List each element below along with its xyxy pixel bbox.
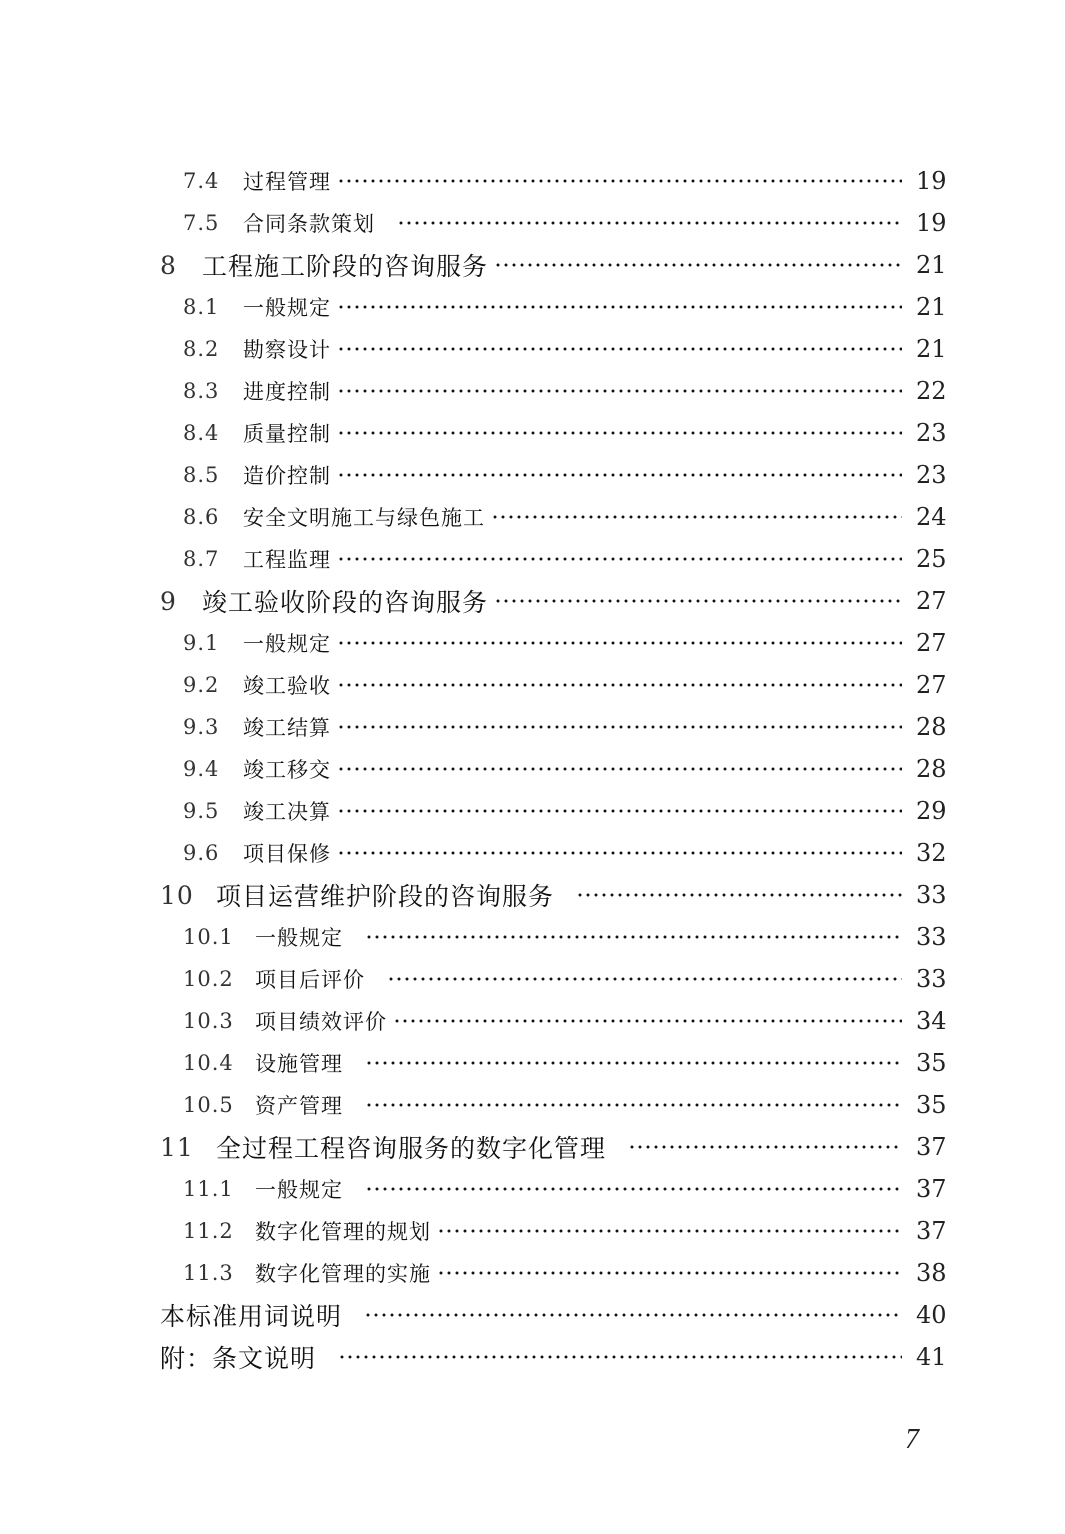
dot-leader: [337, 303, 902, 311]
toc-entry[interactable]: [0, 454, 1065, 496]
toc-entry[interactable]: [0, 1168, 1065, 1210]
dot-leader: [337, 723, 902, 731]
dot-leader: [397, 219, 902, 227]
page-ref: 27: [916, 629, 947, 657]
toc-chapter[interactable]: [0, 1126, 1065, 1168]
dot-leader: [337, 765, 902, 773]
section-title: 安全文明施工与绿色施工: [243, 506, 485, 530]
page-ref: 21: [916, 335, 947, 363]
dot-leader: [494, 261, 902, 269]
dot-leader: [437, 1269, 902, 1277]
page-ref: 22: [916, 377, 947, 405]
page-ref: 33: [916, 965, 947, 993]
page-ref: 21: [916, 251, 947, 279]
dot-leader: [491, 513, 902, 521]
chapter-title: 全过程工程咨询服务的数字化管理: [216, 1134, 607, 1163]
section-title: 一般规定: [255, 1178, 343, 1202]
section-title: 过程管理: [243, 170, 331, 194]
page-ref: 37: [916, 1133, 947, 1161]
page-ref: 23: [916, 461, 947, 489]
page-ref: 27: [916, 671, 947, 699]
chapter-number: 10: [160, 880, 194, 910]
page-ref: 40: [916, 1301, 947, 1329]
page-ref: 33: [916, 881, 947, 909]
toc-entry[interactable]: [0, 748, 1065, 790]
section-number: 7.4: [183, 169, 220, 193]
section-number: 10.3: [183, 1009, 234, 1033]
appendix-title: 附：条文说明: [160, 1344, 317, 1373]
toc-entry[interactable]: [0, 1252, 1065, 1294]
dot-leader: [337, 681, 902, 689]
section-number: 9.3: [183, 715, 220, 739]
dot-leader: [338, 1353, 902, 1361]
page-ref: 35: [916, 1091, 947, 1119]
page-ref: 28: [916, 713, 947, 741]
section-number: 8.1: [183, 295, 220, 319]
toc-chapter[interactable]: [0, 580, 1065, 622]
chapter-number: 11: [160, 1132, 194, 1162]
dot-leader: [364, 1311, 902, 1319]
section-number: 11.3: [183, 1261, 234, 1285]
section-number: 11.1: [183, 1177, 234, 1201]
page-ref: 37: [916, 1175, 947, 1203]
toc-entry[interactable]: [0, 538, 1065, 580]
dot-leader: [337, 429, 902, 437]
toc-entry[interactable]: [0, 916, 1065, 958]
dot-leader: [365, 933, 902, 941]
dot-leader: [337, 387, 902, 395]
toc-entry[interactable]: [0, 1210, 1065, 1252]
toc-chapter[interactable]: [0, 874, 1065, 916]
section-number: 9.5: [183, 799, 220, 823]
section-title: 合同条款策划: [243, 212, 375, 236]
section-number: 8.4: [183, 421, 220, 445]
section-title: 竣工决算: [243, 800, 331, 824]
section-number: 8.6: [183, 505, 220, 529]
toc-entry[interactable]: [0, 622, 1065, 664]
section-number: 11.2: [183, 1219, 234, 1243]
toc-appendix-entry[interactable]: [0, 1294, 1065, 1336]
page-ref: 29: [916, 797, 947, 825]
toc-entry[interactable]: [0, 832, 1065, 874]
toc-entry[interactable]: [0, 664, 1065, 706]
section-title: 进度控制: [243, 380, 331, 404]
section-number: 9.4: [183, 757, 220, 781]
section-title: 设施管理: [255, 1052, 343, 1076]
toc-entry[interactable]: [0, 1042, 1065, 1084]
toc-entry[interactable]: [0, 706, 1065, 748]
page-ref: 32: [916, 839, 947, 867]
page-ref: 25: [916, 545, 947, 573]
toc-chapter[interactable]: [0, 244, 1065, 286]
section-title: 造价控制: [243, 464, 331, 488]
toc-entry[interactable]: [0, 496, 1065, 538]
dot-leader: [628, 1143, 902, 1151]
page-ref: 34: [916, 1007, 947, 1035]
section-title: 数字化管理的实施: [255, 1262, 431, 1286]
page-ref: 24: [916, 503, 947, 531]
section-title: 一般规定: [243, 296, 331, 320]
section-number: 8.2: [183, 337, 220, 361]
section-title: 勘察设计: [243, 338, 331, 362]
section-title: 质量控制: [243, 422, 331, 446]
dot-leader: [337, 177, 902, 185]
section-title: 一般规定: [243, 632, 331, 656]
page-ref: 23: [916, 419, 947, 447]
section-number: 9.6: [183, 841, 220, 865]
toc-entry[interactable]: [0, 958, 1065, 1000]
section-number: 10.2: [183, 967, 234, 991]
section-number: 10.1: [183, 925, 234, 949]
dot-leader: [337, 471, 902, 479]
section-number: 8.3: [183, 379, 220, 403]
section-title: 项目保修: [243, 842, 331, 866]
chapter-number: 9: [160, 586, 177, 616]
dot-leader: [437, 1227, 902, 1235]
section-title: 项目后评价: [255, 968, 365, 992]
page-number: 7: [905, 1424, 919, 1455]
section-number: 9.1: [183, 631, 220, 655]
page-ref: 28: [916, 755, 947, 783]
section-number: 8.7: [183, 547, 220, 571]
page-ref: 19: [916, 209, 947, 237]
toc-entry[interactable]: [0, 790, 1065, 832]
dot-leader: [337, 807, 902, 815]
section-title: 工程监理: [243, 548, 331, 572]
section-title: 一般规定: [255, 926, 343, 950]
chapter-title: 工程施工阶段的咨询服务: [202, 252, 489, 281]
toc-entry[interactable]: [0, 412, 1065, 454]
section-title: 竣工移交: [243, 758, 331, 782]
page-ref: 35: [916, 1049, 947, 1077]
section-title: 资产管理: [255, 1094, 343, 1118]
section-title: 竣工验收: [243, 674, 331, 698]
page-ref: 19: [916, 167, 947, 195]
toc-entry[interactable]: [0, 202, 1065, 244]
table-of-contents: [0, 160, 1065, 1378]
toc-entry[interactable]: [0, 160, 1065, 202]
toc-entry[interactable]: [0, 328, 1065, 370]
dot-leader: [337, 555, 902, 563]
page-ref: 21: [916, 293, 947, 321]
toc-entry[interactable]: [0, 1084, 1065, 1126]
section-number: 10.4: [183, 1051, 234, 1075]
dot-leader: [494, 597, 902, 605]
section-title: 数字化管理的规划: [255, 1220, 431, 1244]
chapter-title: 竣工验收阶段的咨询服务: [202, 588, 489, 617]
section-number: 9.2: [183, 673, 220, 697]
dot-leader: [337, 849, 902, 857]
toc-entry[interactable]: [0, 286, 1065, 328]
dot-leader: [387, 975, 902, 983]
dot-leader: [337, 345, 902, 353]
toc-entry[interactable]: [0, 370, 1065, 412]
page-ref: 27: [916, 587, 947, 615]
chapter-title: 项目运营维护阶段的咨询服务: [216, 882, 555, 911]
dot-leader: [365, 1185, 902, 1193]
chapter-number: 8: [160, 250, 177, 280]
dot-leader: [365, 1101, 902, 1109]
dot-leader: [393, 1017, 902, 1025]
dot-leader: [365, 1059, 902, 1067]
section-number: 8.5: [183, 463, 220, 487]
appendix-title: 本标准用词说明: [160, 1302, 343, 1331]
page-ref: 41: [916, 1343, 947, 1371]
section-title: 竣工结算: [243, 716, 331, 740]
section-number: 10.5: [183, 1093, 234, 1117]
section-number: 7.5: [183, 211, 220, 235]
toc-entry[interactable]: [0, 1000, 1065, 1042]
section-title: 项目绩效评价: [255, 1010, 387, 1034]
toc-appendix-entry[interactable]: [0, 1336, 1065, 1378]
page-ref: 38: [916, 1259, 947, 1287]
dot-leader: [576, 891, 902, 899]
dot-leader: [337, 639, 902, 647]
page-ref: 33: [916, 923, 947, 951]
page-ref: 37: [916, 1217, 947, 1245]
